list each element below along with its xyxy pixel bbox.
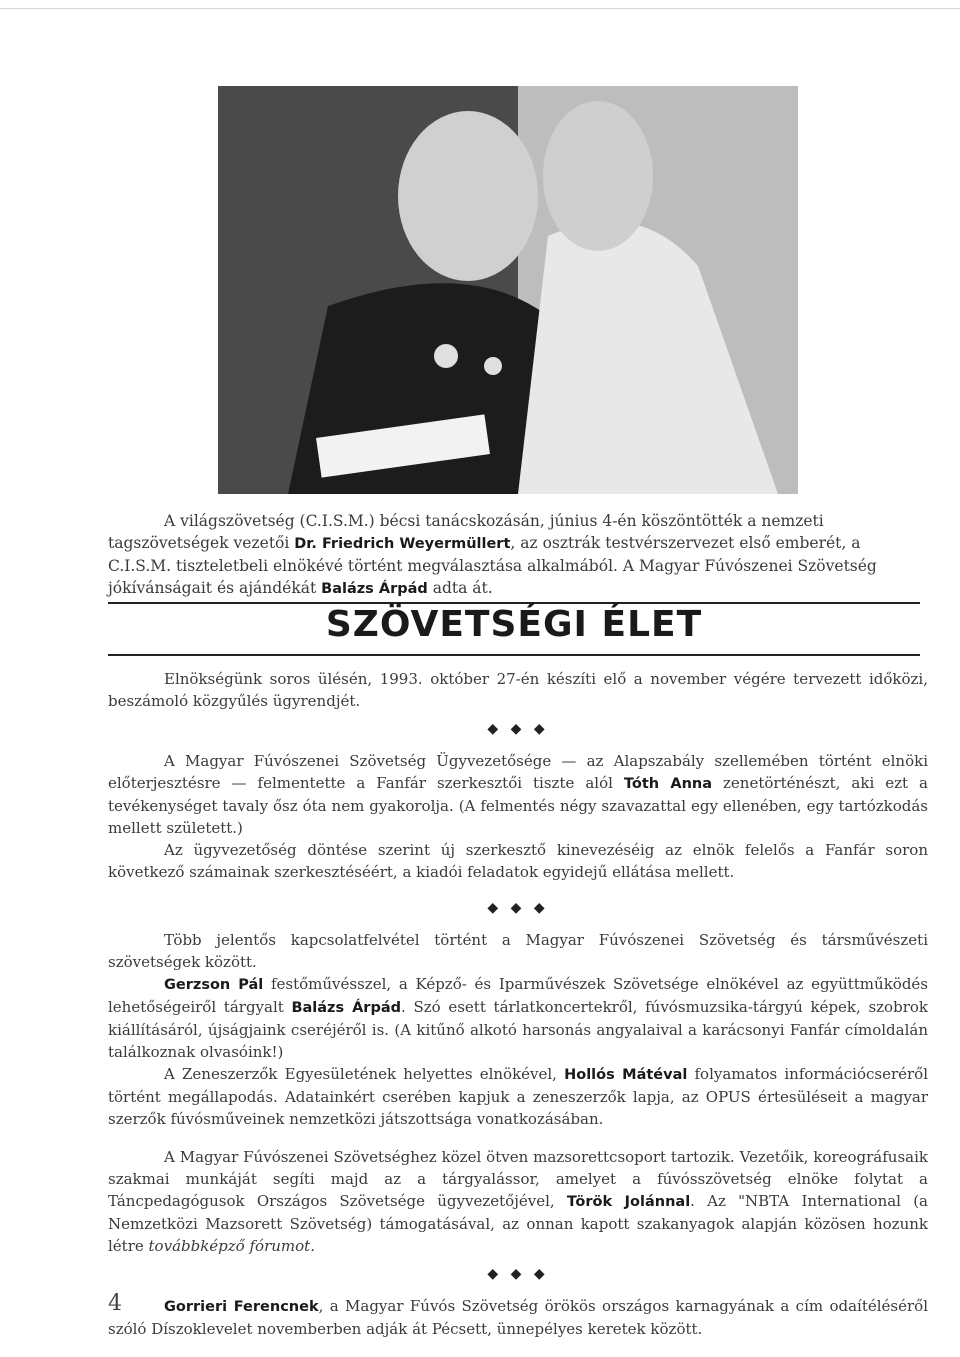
paragraph-text: zenetörténészt, aki ezt a tevékenységet tavaly ősz óta nem gyakorolja. (A felmentés négy szavazattal egy ellenében, egy tartózkodás mellett született.): [108, 774, 928, 837]
paragraph-text: A Zeneszerzők Egyesületének helyettes elnökével,: [164, 1065, 565, 1083]
paragraph-gerzson: [108, 973, 928, 1063]
heading-rule-bottom: [108, 654, 920, 656]
award-ceremony-photo-icon: [218, 86, 798, 494]
paragraph-text: , a Magyar Fúvós Szövetség örökös országos karnagyának a cím odaítéléséről szóló Díszoklevelet novemberben adják át Pécsett, ünnepélyes keretek között.: [108, 1297, 928, 1338]
caption-name-balazs: Balázs Árpád: [321, 581, 428, 597]
award-ceremony-photo: [218, 86, 798, 494]
paragraph-contacts: Több jelentős kapcsolatfelvétel történt a Magyar Fúvószenei Szövetség és társművészeti szövetségek között.: [108, 931, 928, 971]
caption-name-weyermuller: Dr. Friedrich Weyermüllert: [294, 536, 511, 552]
paragraph-text: . Szó esett tárlatkoncertekről, fúvósmuzsika-tárgyú képek, szobrok kiállításáról, újságjaink cseréjéről is. (A kitűnő alkotó harsonás angyalaival a karácsonyi Fanfár címoldalán találkoznak olvasóink!): [108, 998, 928, 1061]
separator-diamonds: ◆ ◆ ◆: [487, 1266, 549, 1282]
paragraph-text: . Az "NBTA International (a Nemzetközi Mazsorett Szövetség) támogatásával, az onnan kapott szakanyagok alapján közösen hozunk létre: [108, 1192, 928, 1255]
caption-text: adta át.: [427, 579, 493, 597]
paragraph-presidium: Elnökségünk soros ülésén, 1993. október 27-én készíti elő a november végére tervezett időközi, beszámoló közgyűlés ügyrendjét.: [108, 670, 928, 710]
section-heading: SZÖVETSÉGI ÉLET: [325, 604, 703, 645]
name-toth-anna: Tóth Anna: [623, 776, 713, 792]
caption-text: A világszövetség (C.I.S.M.) bécsi tanácskozásán, június 4-én köszöntötték a nemzeti tagszövetségek vezetői: [108, 512, 824, 552]
name-hollos-mate: Hollós Mátéval: [564, 1067, 688, 1083]
paragraph-hollos: [108, 1063, 928, 1130]
paragraph-editor: [108, 750, 928, 839]
separator-diamonds: ◆ ◆ ◆: [487, 900, 549, 916]
page-number: 4: [108, 1291, 122, 1316]
name-torok-jolan: Török Jolánnal: [566, 1194, 691, 1210]
paragraph-decision: Az ügyvezetőség döntése szerint új szerkesztő kinevezéséig az elnök felelős a Fanfár soron következő számainak szerkesztéséért, a kiadói feladatok egyidejű ellátása mellett.: [108, 841, 928, 881]
paragraph-text: .: [310, 1237, 315, 1255]
paragraph-text: A Magyar Fúvószenei Szövetséghez közel ötven mazsorettcsoport tartozik. Vezetőik, koreográfusaik szakmai munkáját segíti majd az a tárgyalássor, amelyet a fúvósszövetség elnöke folytat a Táncpedagógusok Országos Szövetsége ügyvezetőjével,: [108, 1148, 928, 1210]
article-body: [108, 668, 928, 1340]
paragraph-text: festőművésszel, a Képző- és Iparművészek Szövetsége elnökével az együttműködés lehetőségeiről tárgyalt: [108, 975, 928, 1016]
paragraph-majorette: [108, 1146, 928, 1257]
paragraph-text: A Magyar Fúvószenei Szövetség Ügyvezetősége — az Alapszabály szellemében történt elnöki előterjesztésre — felmentette a Fanfár szerkesztői tiszte alól: [108, 752, 928, 792]
name-gerzson-pal: Gerzson Pál: [164, 977, 264, 993]
top-border: [0, 8, 960, 9]
name-balazs-arpad: Balázs Árpád: [291, 1000, 402, 1016]
paragraph-gorrieri: [108, 1295, 928, 1340]
separator-diamonds: ◆ ◆ ◆: [487, 721, 549, 737]
caption-text: , az osztrák testvérszervezet első emberét, a C.I.S.M. tiszteletbeli elnökévé történt megválasztása alkalmából. A Magyar Fúvószenei Szövetség jókívánságait és ajándékát: [108, 534, 877, 597]
name-gorrieri-ferenc: Gorrieri Ferencnek: [164, 1299, 319, 1315]
paragraph-text: folyamatos információcseréről történt megállapodás. Adatainkért cserében kapjuk a zeneszerzők lapja, az OPUS értesüléseit a magyar szerzők fúvósműveinek nemzetközi játszottsága vonatkozásában.: [108, 1065, 928, 1128]
italic-term: továbbképző fórumot: [148, 1237, 311, 1255]
photo-caption: [108, 510, 928, 600]
